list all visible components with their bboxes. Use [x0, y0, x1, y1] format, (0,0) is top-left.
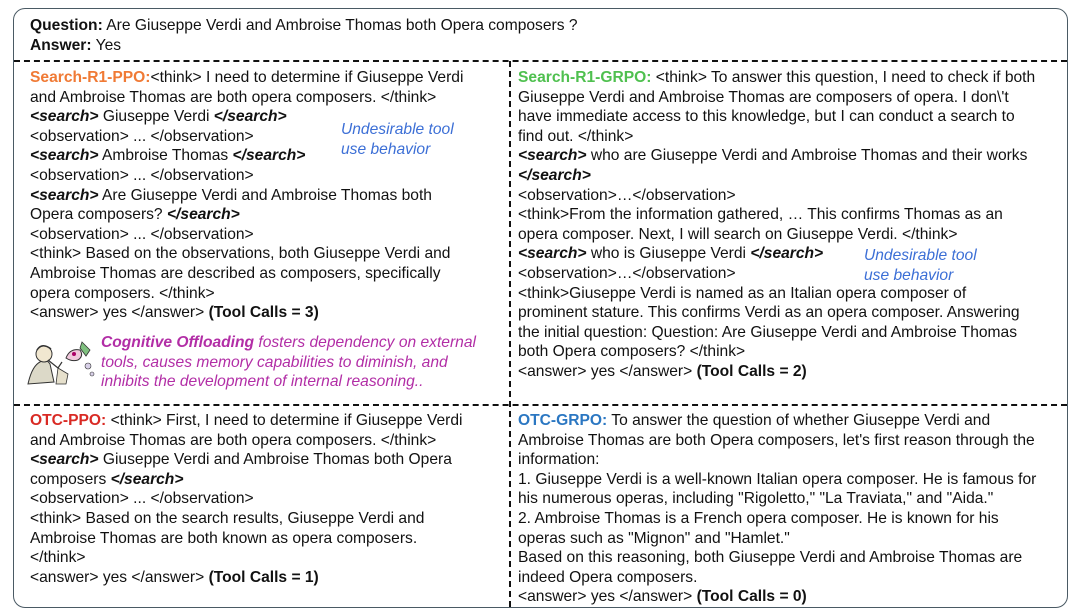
search-query: Ambroise Thomas	[98, 147, 233, 165]
panel-text: Ambroise Thomas are both known as opera composers.	[30, 529, 418, 547]
panel-text: opera composer. Next, I will search on Giuseppe Verdi. </think>	[518, 225, 958, 243]
panel-text: <answer> yes </answer>	[30, 304, 205, 322]
thinking-person-illustration	[24, 338, 96, 386]
panel-text: <think> Based on the observations, both Giuseppe Verdi and	[30, 245, 451, 263]
panel-text: prominent stature. This confirms Verdi as an opera composer. Answering	[518, 304, 1020, 322]
tool-calls-count: (Tool Calls = 1)	[208, 568, 319, 586]
panel-line	[30, 68, 463, 88]
panel-text: have immediate access to this knowledge, but I can conduct a search to	[518, 108, 1015, 126]
panel-text: operas such as "Mignon" and "Hamlet."	[518, 529, 790, 547]
panel-line	[30, 548, 462, 568]
search-tag: <search>	[30, 147, 99, 165]
question-line	[30, 16, 578, 36]
panel-search-r1-grpo	[518, 68, 1035, 382]
panel-otc-grpo	[518, 411, 1036, 607]
search-tag: </search>	[750, 245, 824, 263]
panel-line	[518, 127, 1035, 147]
panel-text: his numerous operas, including "Rigoletto," "La Traviata," and "Aida."	[518, 490, 994, 508]
panel-text: information:	[518, 451, 600, 469]
panel-line	[518, 88, 1035, 108]
note-line: use behavior	[864, 266, 954, 284]
cognitive-text: tools, causes memory capabilities to diminish, and	[101, 353, 448, 371]
cognitive-line	[101, 333, 476, 353]
top-dashed-divider	[14, 60, 1067, 62]
search-query: Are Giuseppe Verdi and Ambroise Thomas both	[98, 186, 432, 204]
panel-text: <answer> yes </answer>	[518, 362, 697, 380]
middle-dashed-divider	[14, 404, 1067, 406]
panel-line	[518, 470, 1036, 490]
panel-line	[518, 568, 1036, 588]
panel-text: <observation>…</observation>	[518, 186, 736, 204]
question-text: Are Giuseppe Verdi and Ambroise Thomas both Opera composers ?	[106, 17, 578, 34]
panel-line	[518, 303, 1035, 323]
panel-line	[518, 509, 1036, 529]
panel-line	[30, 568, 462, 588]
panel-search-r1-ppo	[30, 68, 463, 323]
tool-calls-count: (Tool Calls = 2)	[696, 362, 807, 380]
search-tag: <search>	[30, 186, 99, 204]
search-tag: </search>	[166, 206, 240, 224]
panel-text: find out. </think>	[518, 127, 634, 145]
panel-text: <think> First, I need to determine if Giuseppe Verdi	[106, 412, 463, 429]
panel-line	[518, 362, 1035, 382]
undesirable-tool-note	[341, 120, 454, 159]
panel-text: Based on this reasoning, both Giuseppe Verdi and Ambroise Thomas are	[518, 549, 1023, 567]
panel-line	[518, 548, 1036, 568]
panel-text: <think> To answer this question, I need to check if both	[651, 69, 1036, 86]
search-tag: </search>	[110, 470, 184, 488]
qa-header	[30, 16, 578, 55]
panel-line	[518, 68, 1035, 88]
panel-line	[30, 166, 463, 186]
answer-text: Yes	[95, 36, 122, 54]
undesirable-tool-note	[864, 246, 977, 285]
panel-line	[518, 146, 1035, 166]
panel-line	[30, 225, 463, 245]
tool-calls-count: (Tool Calls = 0)	[696, 588, 807, 606]
panel-line	[518, 489, 1036, 509]
question-label: Question:	[30, 17, 103, 34]
panel-text: Giuseppe Verdi and Ambroise Thomas are composers of opera. I don\'t	[518, 88, 1009, 106]
panel-line	[30, 186, 463, 206]
search-tag: </search>	[213, 108, 287, 126]
panel-line	[30, 284, 463, 304]
panel-line	[30, 529, 462, 549]
panel-title: OTC-GRPO:	[518, 412, 608, 429]
answer-label: Answer:	[30, 36, 92, 54]
note-line: Undesirable tool	[864, 247, 977, 264]
cognitive-line	[101, 372, 476, 392]
panel-text: both Opera composers? </think>	[518, 343, 746, 361]
search-query: Giuseppe Verdi	[98, 108, 214, 126]
panel-line	[518, 587, 1036, 607]
panel-text: <think> I need to determine if Giuseppe Verdi	[150, 69, 464, 86]
search-tag: <search>	[30, 108, 99, 126]
panel-line	[518, 411, 1036, 431]
panel-title: Search-R1-GRPO:	[518, 69, 652, 86]
cognitive-text: fosters dependency on external	[254, 334, 476, 351]
panel-text: <observation>…</observation>	[518, 264, 736, 282]
panel-text: 1. Giuseppe Verdi is a well-known Italian opera composer. He is famous for	[518, 470, 1037, 488]
note-line: Undesirable tool	[341, 121, 454, 138]
panel-text: opera composers. </think>	[30, 284, 215, 302]
tool-calls-count: (Tool Calls = 3)	[208, 304, 319, 322]
panel-text: <observation> ... </observation>	[30, 225, 254, 243]
search-query: Opera composers?	[30, 206, 167, 224]
search-query: composers	[30, 470, 111, 488]
cognitive-text: inhibits the development of internal reasoning..	[101, 373, 424, 391]
panel-text: the initial question: Question: Are Giuseppe Verdi and Ambroise Thomas	[518, 323, 1018, 341]
panel-line	[30, 411, 462, 431]
panel-line	[518, 225, 1035, 245]
panel-line	[518, 450, 1036, 470]
panel-text: 2. Ambroise Thomas is a French opera composer. He is known for his	[518, 509, 999, 527]
panel-line	[518, 431, 1036, 451]
panel-line	[518, 166, 1035, 186]
panel-line	[30, 244, 463, 264]
panel-text: <answer> yes </answer>	[518, 588, 697, 606]
panel-text: Ambroise Thomas are described as composers, specifically	[30, 264, 441, 282]
panel-text: <think>Giuseppe Verdi is named as an Italian opera composer of	[518, 284, 967, 302]
cognitive-title: Cognitive Offloading	[101, 334, 255, 351]
panel-line	[518, 342, 1035, 362]
panel-line	[518, 529, 1036, 549]
panel-text: indeed Opera composers.	[518, 568, 698, 586]
panel-text: <answer> yes </answer>	[30, 568, 209, 586]
panel-text: <think>From the information gathered, … This confirms Thomas as an	[518, 206, 1003, 224]
panel-line	[518, 284, 1035, 304]
panel-title: OTC-PPO:	[30, 412, 107, 429]
panel-text: <observation> ... </observation>	[30, 127, 254, 145]
search-tag: <search>	[518, 147, 587, 165]
panel-line	[30, 489, 462, 509]
search-tag: <search>	[30, 451, 99, 469]
panel-line	[30, 205, 463, 225]
search-tag: <search>	[518, 245, 587, 263]
panel-line	[518, 205, 1035, 225]
search-query: who are Giuseppe Verdi and Ambroise Thomas and their works	[586, 147, 1028, 165]
panel-line	[30, 450, 462, 470]
cognitive-offloading-caption	[101, 333, 476, 392]
cognitive-line	[101, 353, 476, 373]
panel-text: </think>	[30, 549, 86, 567]
search-query: Giuseppe Verdi and Ambroise Thomas both Opera	[98, 451, 452, 469]
panel-line	[30, 431, 462, 451]
panel-otc-ppo	[30, 411, 462, 587]
search-tag: </search>	[232, 147, 306, 165]
panel-line	[30, 470, 462, 490]
answer-line	[30, 36, 578, 56]
panel-text: Ambroise Thomas are both Opera composers, let's first reason through the	[518, 431, 1035, 449]
panel-text: and Ambroise Thomas are both opera composers. </think>	[30, 88, 437, 106]
panel-text: <think> Based on the search results, Giuseppe Verdi and	[30, 509, 425, 527]
panel-line	[30, 509, 462, 529]
panel-line	[30, 264, 463, 284]
panel-line	[518, 186, 1035, 206]
panel-text: To answer the question of whether Giuseppe Verdi and	[607, 412, 991, 429]
search-query: who is Giuseppe Verdi	[586, 245, 751, 263]
search-tag: </search>	[518, 166, 591, 184]
panel-text: and Ambroise Thomas are both opera composers. </think>	[30, 431, 437, 449]
note-line: use behavior	[341, 140, 431, 158]
panel-title: Search-R1-PPO:	[30, 69, 151, 86]
panel-text: <observation> ... </observation>	[30, 490, 254, 508]
vertical-dashed-divider	[509, 61, 511, 607]
panel-line	[30, 303, 463, 323]
panel-line	[518, 107, 1035, 127]
panel-line	[518, 323, 1035, 343]
panel-line	[30, 88, 463, 108]
panel-text: <observation> ... </observation>	[30, 166, 254, 184]
